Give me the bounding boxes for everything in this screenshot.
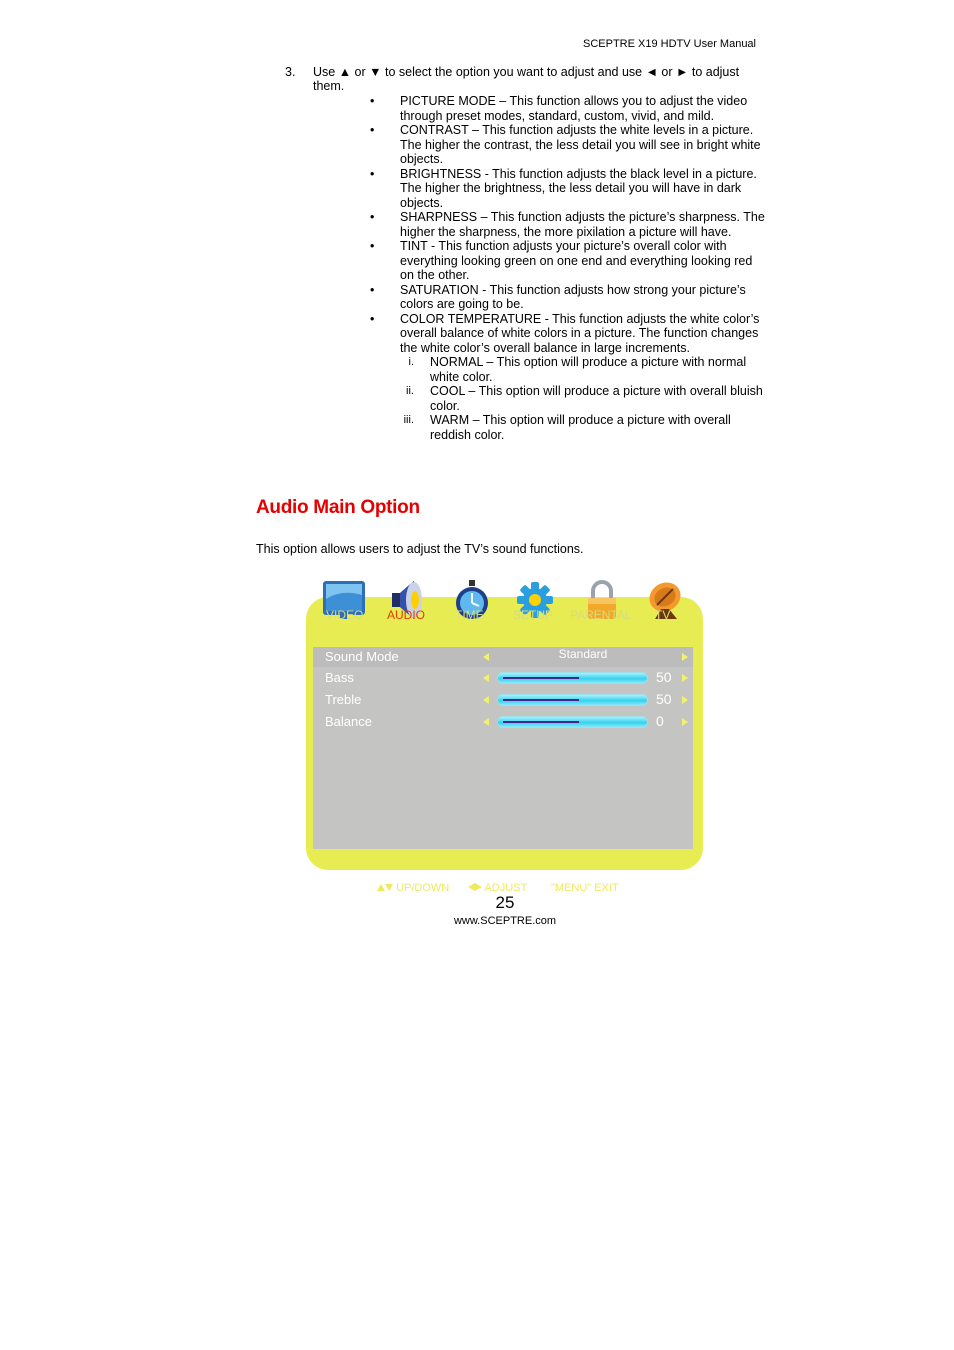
- tab-time: TIME: [455, 608, 484, 622]
- step-number: 3.: [285, 65, 296, 79]
- option-tint: • TINT - This function adjusts your picture’s overall color with everything looking green on one end and everything looking red on the other.: [370, 239, 753, 282]
- left-arrow-icon: [468, 883, 475, 891]
- option-sharpness: • SHARPNESS – This function adjusts the picture’s sharpness. The higher the sharpness, the more pixilation a picture will have.: [370, 210, 765, 239]
- treble-slider: [497, 694, 648, 706]
- balance-slider: [497, 716, 648, 728]
- option-picture-mode: • PICTURE MODE – This function allows you to adjust the video through preset modes, standard, custom, vivid, and mild.: [370, 94, 748, 123]
- tab-tv: TV: [655, 608, 671, 622]
- treble-label: Treble: [325, 692, 362, 707]
- option-brightness: • BRIGHTNESS - This function adjusts the black level in a picture. The higher the brightness, the less detail you will have in dark objects.: [370, 166, 757, 210]
- hint-adjust: ADJUST: [468, 882, 527, 894]
- bullet: •: [370, 282, 375, 297]
- bullet: •: [370, 239, 375, 253]
- tab-parental: PARENTAL: [570, 608, 632, 622]
- slider-fill: [503, 677, 579, 679]
- right-arrow-icon: [475, 883, 482, 891]
- treble-value: 50: [656, 691, 672, 707]
- page-number: 25: [495, 893, 515, 912]
- down-arrow-icon: [385, 884, 393, 891]
- sub-option-normal: i. NORMAL – This option will produce a picture with normal white color.: [408, 355, 747, 384]
- audio-osd-menu: [306, 597, 703, 894]
- bass-slider: [497, 672, 648, 684]
- section-heading: Audio Main Option: [256, 497, 420, 518]
- right-arrow-icon: [682, 674, 688, 682]
- option-saturation: • SATURATION - This function adjusts how strong your picture’s colors are going to be.: [370, 282, 746, 311]
- bass-label: Bass: [325, 670, 354, 685]
- hint-updown: UP/DOWN: [377, 882, 449, 894]
- tab-setup: SETUP: [513, 608, 554, 622]
- bullet: •: [370, 210, 375, 224]
- hint-exit: "MENU" EXIT: [551, 882, 619, 894]
- sub-option-cool: ii. COOL – This option will produce a picture with overall bluish color.: [406, 384, 763, 413]
- left-arrow-icon: [483, 674, 489, 682]
- section-intro: This option allows users to adjust the TV’s sound functions.: [256, 542, 584, 556]
- slider-fill: [503, 721, 579, 723]
- picture-options-list: [370, 94, 765, 442]
- bass-value: 50: [656, 669, 672, 685]
- tab-audio: AUDIO: [387, 608, 426, 622]
- left-arrow-icon: [483, 653, 489, 661]
- bass-row: [313, 668, 693, 688]
- bullet: •: [370, 311, 375, 326]
- sound-mode-label: Sound Mode: [325, 649, 399, 664]
- sound-mode-value: Standard: [558, 647, 608, 661]
- left-arrow-icon: [483, 696, 489, 704]
- osd-panel: [313, 647, 693, 894]
- treble-row: [313, 690, 693, 710]
- bullet: •: [370, 166, 375, 181]
- balance-value: 0: [656, 713, 664, 729]
- bullet: •: [370, 123, 375, 137]
- balance-row: [313, 712, 693, 732]
- running-header: SCEPTRE X19 HDTV User Manual: [583, 38, 756, 50]
- balance-label: Balance: [325, 714, 372, 729]
- right-arrow-icon: [682, 653, 688, 661]
- option-contrast: • CONTRAST – This function adjusts the white levels in a picture. The higher the contrast, the less detail you will see in bright white objects.: [370, 123, 761, 166]
- step-text: Use ▲ or ▼ to select the option you want to adjust and use ◄ or ► to adjust them.: [313, 65, 740, 93]
- right-arrow-icon: [682, 718, 688, 726]
- sound-mode-row: [313, 647, 693, 667]
- option-color-temperature: • COLOR TEMPERATURE - This function adjusts the white color’s overall balance of white colors in a picture. The function changes the white color’s overall balance in large increments. i. NORMAL – This option will produce a picture with normal white color. ii. COOL – This option will produce a picture with overall bluish color. iii. WARM – This option will produce a picture with overall reddish color.: [370, 312, 765, 443]
- slider-fill: [503, 699, 579, 701]
- right-arrow-icon: [682, 696, 688, 704]
- sub-option-warm: iii. WARM – This option will produce a picture with overall reddish color.: [403, 413, 731, 442]
- bullet: •: [370, 94, 375, 108]
- up-arrow-icon: [377, 884, 385, 891]
- website-url: www.SCEPTRE.com: [453, 915, 557, 927]
- tab-video: VIDEO: [326, 608, 364, 622]
- left-arrow-icon: [483, 718, 489, 726]
- color-temperature-sublist: [400, 355, 765, 442]
- osd-tab-bar: [306, 579, 703, 649]
